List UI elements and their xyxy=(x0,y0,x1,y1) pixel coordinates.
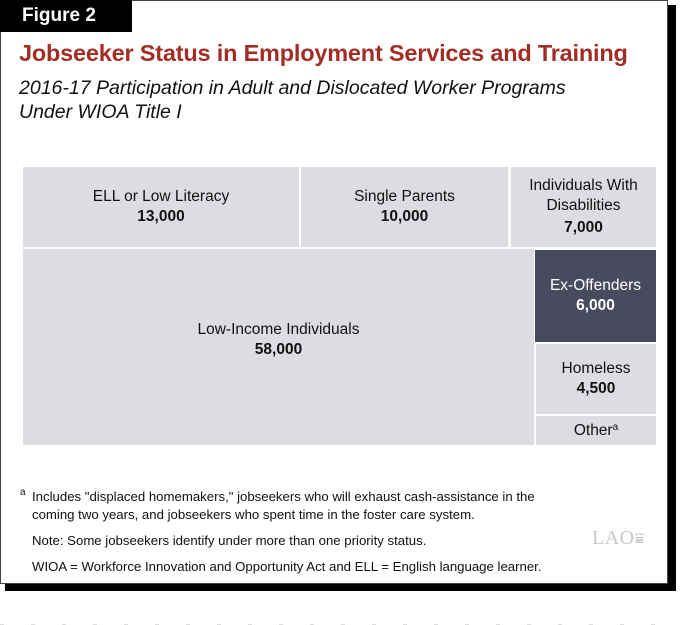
cell-value: 10,000 xyxy=(380,208,429,225)
cell-value: 13,000 xyxy=(137,208,185,225)
lao-logo: LAO⩸ xyxy=(592,527,645,549)
cell-other xyxy=(536,416,656,445)
subtitle-line-2: Under WIOA Title I xyxy=(19,101,182,123)
cell-label: Low-Income Individuals xyxy=(197,321,360,338)
cell-label-line-2: Disabilities xyxy=(546,197,621,214)
cell-ell-low-literacy xyxy=(23,167,299,247)
cell-value: 4,500 xyxy=(576,380,616,397)
cell-label: Homeless xyxy=(561,360,631,377)
cell-ex-offenders xyxy=(535,250,656,342)
cell-value: 58,000 xyxy=(254,341,303,358)
cell-label: ELL or Low Literacy xyxy=(92,188,230,205)
cell-label: Single Parents xyxy=(354,188,455,205)
cell-homeless xyxy=(536,344,656,414)
cell-label-line-1: Individuals With xyxy=(529,177,638,194)
chart-title: Jobseeker Status in Employment Services and Training xyxy=(19,40,628,66)
footnote-a: a Includes "displaced homemakers," jobseekers who will exhaust cash-assistance in the coming two years, and jobseekers who spent time in the foster care system. xyxy=(20,488,542,524)
cell-label: Ex-Offenders xyxy=(549,277,642,294)
abbreviations: WIOA = Workforce Innovation and Opportunity Act and ELL = English language learner. xyxy=(32,559,542,574)
footnote-marker: a xyxy=(612,421,619,433)
notes xyxy=(20,488,542,576)
cell-single-parents xyxy=(301,167,508,247)
chart-subtitle xyxy=(19,76,566,124)
footnote-marker: a xyxy=(20,487,26,498)
subtitle-line-1: 2016-17 Participation in Adult and Dislocated Worker Programs xyxy=(19,77,566,99)
capitol-icon: ⩸ xyxy=(634,531,645,548)
cell-label: Other$^a$ xyxy=(573,421,619,439)
note-text: Note: Some jobseekers identify under more than one priority status. xyxy=(32,533,427,548)
cell-low-income-individuals xyxy=(23,249,534,445)
cell-value: 7,000 xyxy=(564,219,603,236)
cell-individuals-with-disabilities xyxy=(511,167,656,247)
figure-label: Figure 2 xyxy=(0,0,132,32)
cell-value: 6,000 xyxy=(576,297,615,314)
